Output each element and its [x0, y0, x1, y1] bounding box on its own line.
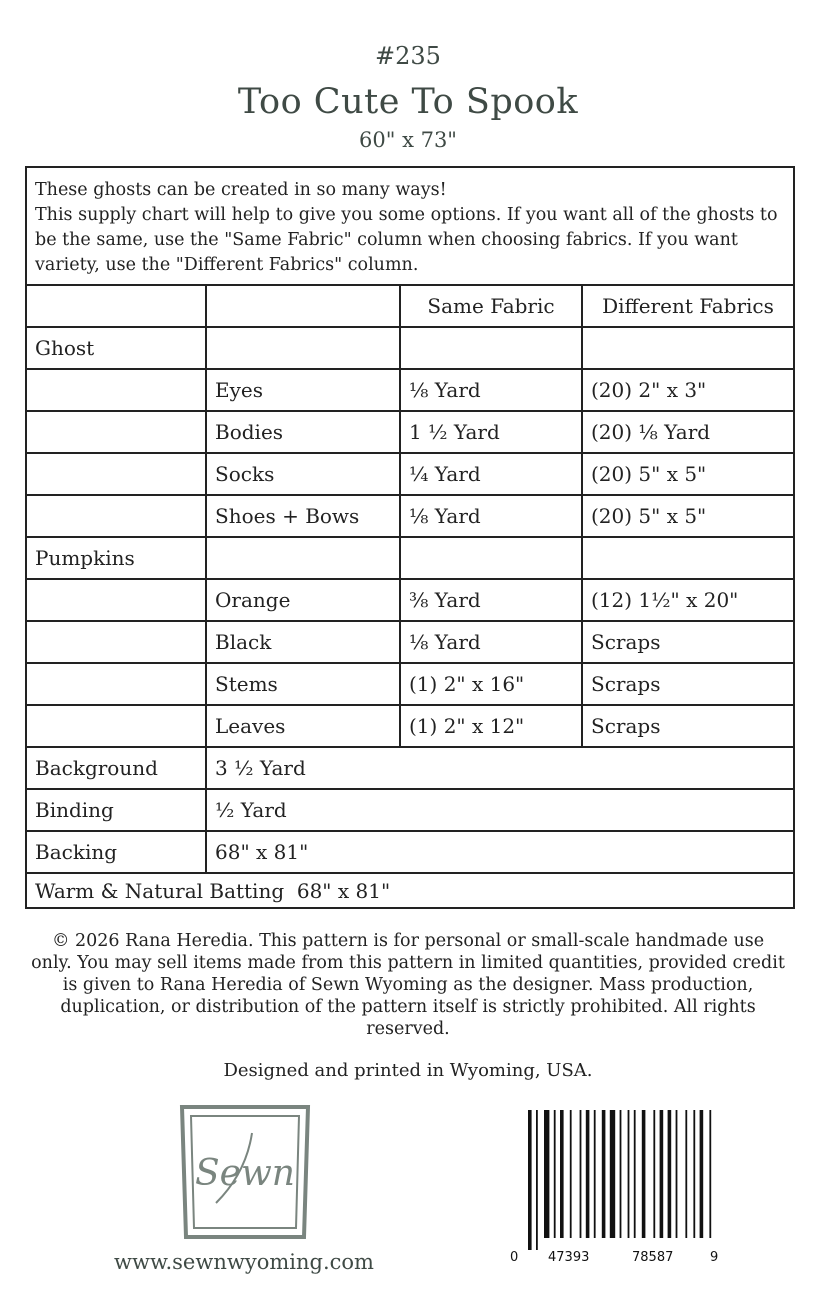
row-different-fabrics: (12) 1½" x 20" — [591, 588, 739, 612]
row-same-fabric: 1 ½ Yard — [401, 412, 583, 452]
barcode-bar — [693, 1110, 695, 1238]
barcode-bar — [554, 1110, 556, 1238]
row-same-fabric — [401, 328, 583, 368]
table-row — [27, 580, 793, 622]
intro-line-2: This supply chart will help to give you some options. If you want all of the ghosts to be the same, use the "Same Fabric" column when choosing fabrics. If you want variety, use the "Different Fabrics" column. — [35, 205, 778, 275]
barcode-bar — [570, 1110, 572, 1238]
row-item: Leaves — [207, 706, 401, 746]
sewn-logo — [176, 1103, 314, 1241]
row-item: Socks — [207, 454, 401, 494]
header-cell-1 — [27, 286, 207, 326]
row-same-fabric: ⅛ Yard — [401, 370, 583, 410]
row-item: Orange — [207, 580, 401, 620]
barcode-bar — [642, 1110, 646, 1238]
barcode-bar — [544, 1110, 549, 1238]
row-item — [207, 538, 401, 578]
row-item — [207, 328, 401, 368]
table-row — [27, 370, 793, 412]
row-item: Black — [207, 622, 401, 662]
row-different-fabrics: (20) 2" x 3" — [591, 378, 707, 402]
table-row — [27, 706, 793, 748]
table-header-row — [27, 286, 793, 328]
row-different-fabrics: Scraps — [591, 714, 661, 738]
barcode-bar — [668, 1110, 672, 1238]
barcode-bar — [610, 1110, 615, 1238]
table-row — [27, 496, 793, 538]
header-cell-2 — [207, 286, 401, 326]
row-category: Pumpkins — [27, 538, 207, 578]
table-row — [27, 538, 793, 580]
row-same-fabric: ¼ Yard — [401, 454, 583, 494]
table-row — [27, 454, 793, 496]
row-same-fabric — [401, 538, 583, 578]
barcode-bar — [602, 1110, 606, 1238]
table-row — [27, 328, 793, 370]
row-same-fabric: ⅛ Yard — [401, 496, 583, 536]
backing-value: 68" x 81" — [215, 840, 309, 864]
barcode-digit: 78587 — [632, 1250, 674, 1265]
barcode-bar — [536, 1110, 538, 1250]
backing-row — [27, 832, 793, 874]
header-different-fabrics: Different Fabrics — [602, 294, 774, 318]
row-category — [27, 496, 207, 536]
row-category — [27, 412, 207, 452]
barcode-bar — [709, 1110, 711, 1238]
barcode-bar — [653, 1110, 655, 1238]
row-category — [27, 622, 207, 662]
backing-label: Backing — [27, 832, 207, 872]
batting-text: Warm & Natural Batting 68" x 81" — [35, 878, 391, 903]
row-category — [27, 580, 207, 620]
copyright-notice: © 2026 Rana Heredia. This pattern is for personal or small-scale handmade use only. You may sell items made from this pattern in limited quantities, provided credit is given to Rana Heredia of Sewn Wyoming as the designer. Mass production, duplication, or distribution of the pattern itself is strictly prohibited. All rights reserved. — [31, 931, 785, 1039]
barcode-digit: 47393 — [548, 1250, 590, 1265]
barcode-bar — [528, 1110, 532, 1250]
row-item: Shoes + Bows — [207, 496, 401, 536]
website-link[interactable]: www.sewnwyoming.com — [114, 1250, 374, 1274]
batting-row — [27, 874, 793, 907]
row-item: Stems — [207, 664, 401, 704]
row-category — [27, 454, 207, 494]
row-different-fabrics: (20) ⅛ Yard — [591, 420, 711, 444]
background-value: 3 ½ Yard — [215, 756, 306, 780]
row-same-fabric: (1) 2" x 12" — [401, 706, 583, 746]
designed-in: Designed and printed in Wyoming, USA. — [223, 1060, 593, 1081]
row-different-fabrics: Scraps — [591, 630, 661, 654]
table-row — [27, 412, 793, 454]
row-same-fabric: (1) 2" x 16" — [401, 664, 583, 704]
row-different-fabrics: Scraps — [591, 672, 661, 696]
logo-text: Sewn — [195, 1153, 295, 1194]
row-item: Bodies — [207, 412, 401, 452]
barcode-bar — [594, 1110, 596, 1238]
intro-line-1: These ghosts can be created in so many ways! — [35, 180, 447, 200]
row-item: Eyes — [207, 370, 401, 410]
barcode-bar — [634, 1110, 636, 1238]
barcode-bar — [660, 1110, 664, 1238]
row-different-fabrics: (20) 5" x 5" — [591, 462, 707, 486]
barcode-digit: 9 — [710, 1250, 719, 1265]
header-same-fabric: Same Fabric — [401, 286, 583, 326]
supply-intro — [27, 168, 793, 286]
barcode-bar — [620, 1110, 622, 1238]
barcode-bar — [700, 1110, 704, 1238]
row-category — [27, 664, 207, 704]
pattern-number: #235 — [375, 42, 441, 70]
row-different-fabrics: (20) 5" x 5" — [591, 504, 707, 528]
barcode — [510, 1110, 720, 1270]
barcode-bar — [676, 1110, 678, 1238]
row-different-fabrics — [583, 538, 793, 578]
background-label: Background — [27, 748, 207, 788]
barcode-bar — [628, 1110, 630, 1238]
binding-row — [27, 790, 793, 832]
row-same-fabric: ⅛ Yard — [401, 622, 583, 662]
binding-value: ½ Yard — [215, 798, 287, 822]
barcode-bar — [560, 1110, 564, 1238]
row-different-fabrics — [583, 328, 793, 368]
background-row — [27, 748, 793, 790]
binding-label: Binding — [27, 790, 207, 830]
barcode-bars — [526, 1110, 716, 1250]
barcode-bar — [580, 1110, 582, 1238]
row-category — [27, 706, 207, 746]
pattern-title: Too Cute To Spook — [237, 82, 579, 122]
barcode-bar — [685, 1110, 687, 1238]
row-category: Ghost — [27, 328, 207, 368]
row-same-fabric: ⅜ Yard — [401, 580, 583, 620]
row-category — [27, 370, 207, 410]
supply-chart — [25, 166, 795, 909]
barcode-bar — [586, 1110, 590, 1238]
table-row — [27, 664, 793, 706]
table-row — [27, 622, 793, 664]
barcode-digit: 0 — [510, 1250, 519, 1265]
quilt-dimensions: 60" x 73" — [359, 128, 457, 152]
